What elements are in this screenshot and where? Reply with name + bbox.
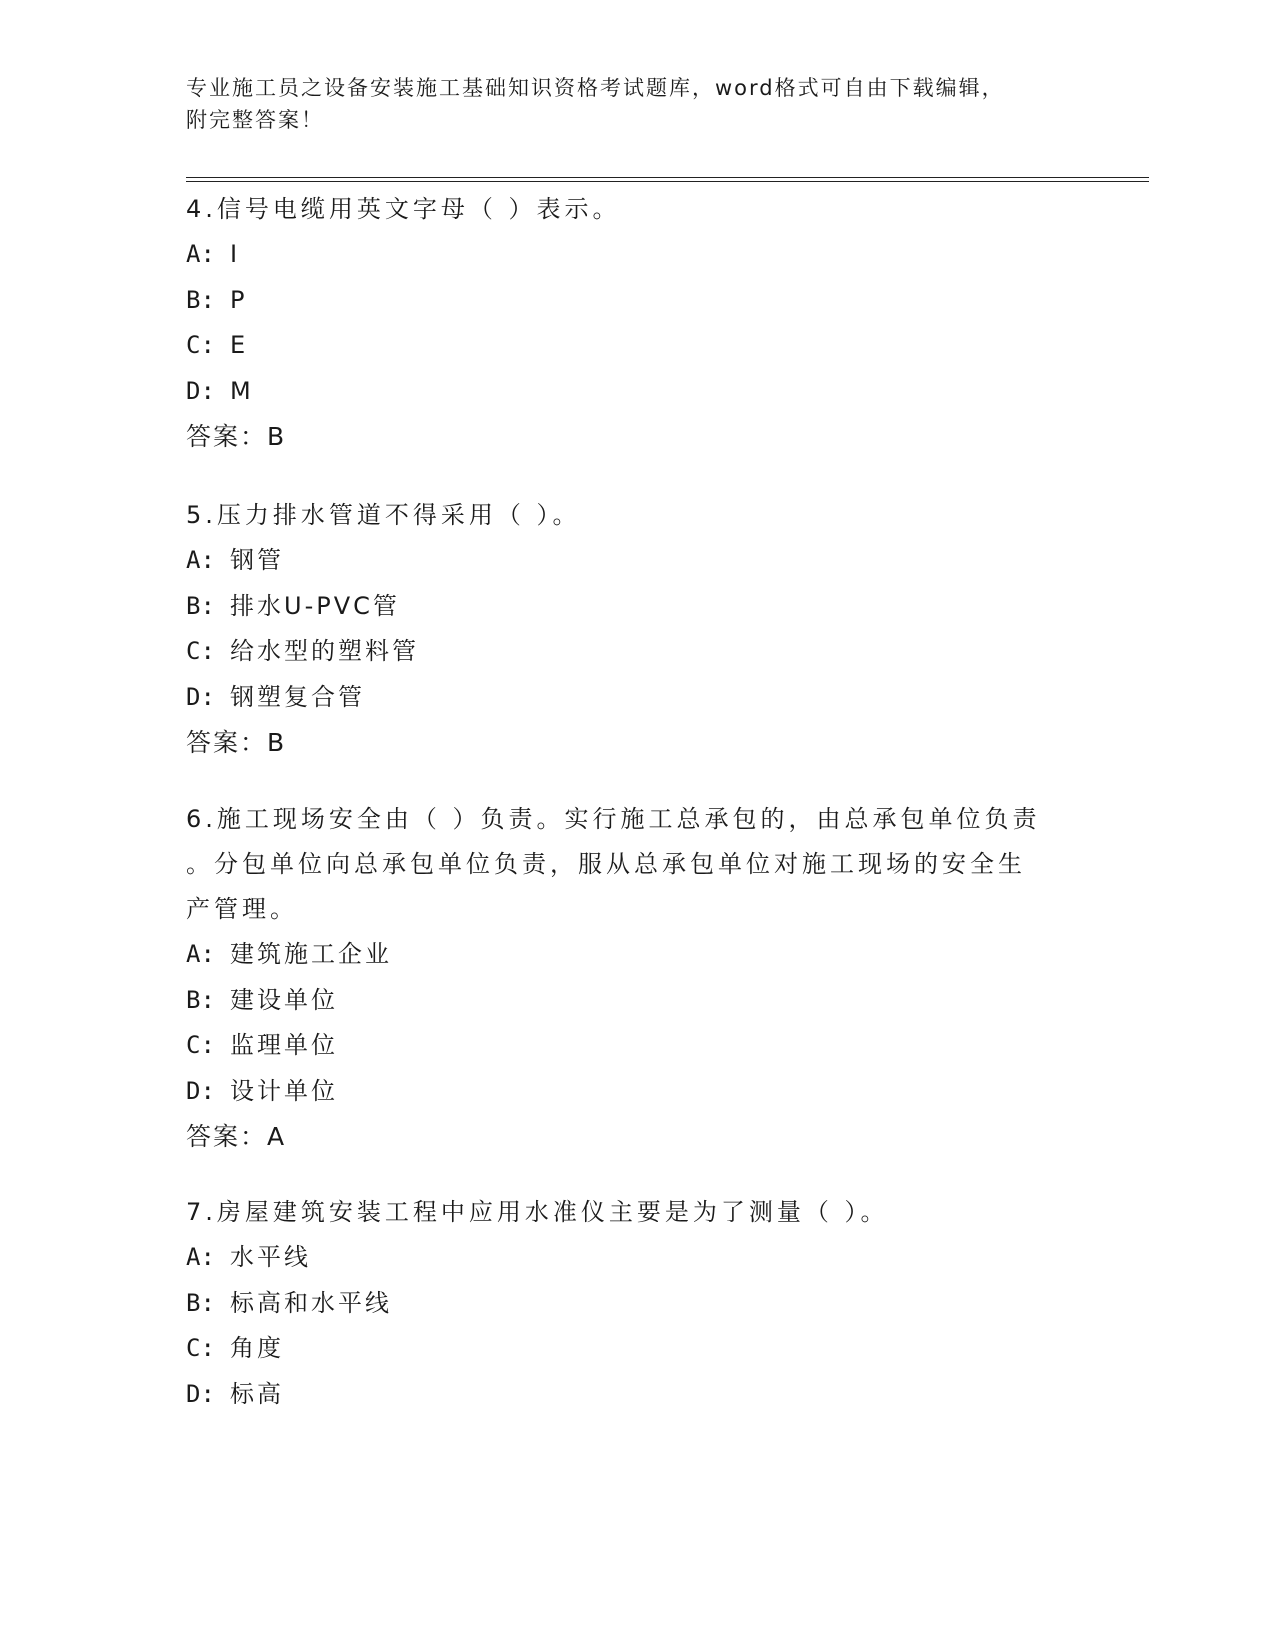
- option-a: [186, 232, 1086, 278]
- option-key: A:: [186, 940, 215, 968]
- option-text: 监理单位: [230, 1031, 338, 1059]
- header-line-1: 专业施工员之设备安装施工基础知识资格考试题库，word格式可自由下载编辑，: [186, 76, 1005, 100]
- option-c: [186, 1326, 1086, 1372]
- option-key: C:: [186, 331, 215, 359]
- question-stem: 5.压力排水管道不得采用（ ）。: [186, 501, 581, 529]
- question-4: [186, 187, 1086, 459]
- option-key: D:: [186, 682, 215, 711]
- option-c: [186, 629, 1086, 675]
- option-text: 建设单位: [230, 985, 338, 1014]
- option-text: I: [230, 240, 241, 268]
- option-c: [186, 323, 1086, 369]
- option-text: 角度: [230, 1334, 284, 1362]
- option-text: 钢管: [230, 546, 284, 574]
- option-text: P: [230, 285, 248, 314]
- question-stem-line: 6.施工现场安全由（ ）负责。实行施工总承包的，由总承包单位负责: [186, 805, 1041, 833]
- question-stem-line: 。分包单位向总承包单位负责，服从总承包单位对施工现场的安全生: [186, 850, 1026, 878]
- option-d: [186, 1069, 1086, 1115]
- header-divider: [186, 181, 1149, 182]
- option-text: 标高: [230, 1379, 284, 1408]
- option-text: M: [230, 376, 254, 405]
- option-a: [186, 538, 1086, 584]
- option-a: [186, 1235, 1086, 1281]
- option-text: E: [230, 331, 249, 359]
- question-7: [186, 1190, 1086, 1417]
- question-6: [186, 797, 1086, 1159]
- option-key: B:: [186, 1288, 215, 1317]
- answer-line: 答案：B: [186, 728, 287, 757]
- option-c: [186, 1023, 1086, 1069]
- option-text: 排水U-PVC管: [230, 591, 400, 620]
- option-text: 钢塑复合管: [230, 682, 365, 711]
- option-key: D:: [186, 1076, 215, 1105]
- header-line-2: 附完整答案！: [186, 108, 324, 132]
- option-text: 设计单位: [230, 1076, 338, 1105]
- option-d: [186, 369, 1086, 415]
- option-text: 建筑施工企业: [230, 940, 392, 968]
- option-key: D:: [186, 1379, 215, 1408]
- option-text: 标高和水平线: [230, 1288, 392, 1317]
- option-a: [186, 932, 1086, 978]
- option-key: A:: [186, 240, 215, 268]
- option-key: A:: [186, 546, 215, 574]
- option-key: A:: [186, 1243, 215, 1271]
- option-b: [186, 584, 1086, 630]
- option-d: [186, 675, 1086, 721]
- option-text: 水平线: [230, 1243, 311, 1271]
- answer-line: 答案：A: [186, 1122, 287, 1151]
- question-stem-line: 产管理。: [186, 895, 298, 923]
- option-b: [186, 278, 1086, 324]
- option-key: C:: [186, 637, 215, 665]
- option-key: C:: [186, 1334, 215, 1362]
- option-b: [186, 1281, 1086, 1327]
- option-text: 给水型的塑料管: [230, 637, 419, 665]
- question-5: [186, 493, 1086, 765]
- option-key: B:: [186, 285, 215, 314]
- option-key: B:: [186, 591, 215, 620]
- header-divider: [186, 177, 1149, 178]
- option-d: [186, 1372, 1086, 1418]
- answer-line: 答案：B: [186, 422, 287, 451]
- option-key: D:: [186, 376, 215, 405]
- option-b: [186, 978, 1086, 1024]
- option-key: C:: [186, 1031, 215, 1059]
- option-key: B:: [186, 985, 215, 1014]
- document-header: [186, 72, 1086, 136]
- question-stem: 4.信号电缆用英文字母（ ）表示。: [186, 195, 621, 223]
- question-stem: 7.房屋建筑安装工程中应用水准仪主要是为了测量（ ）。: [186, 1198, 889, 1226]
